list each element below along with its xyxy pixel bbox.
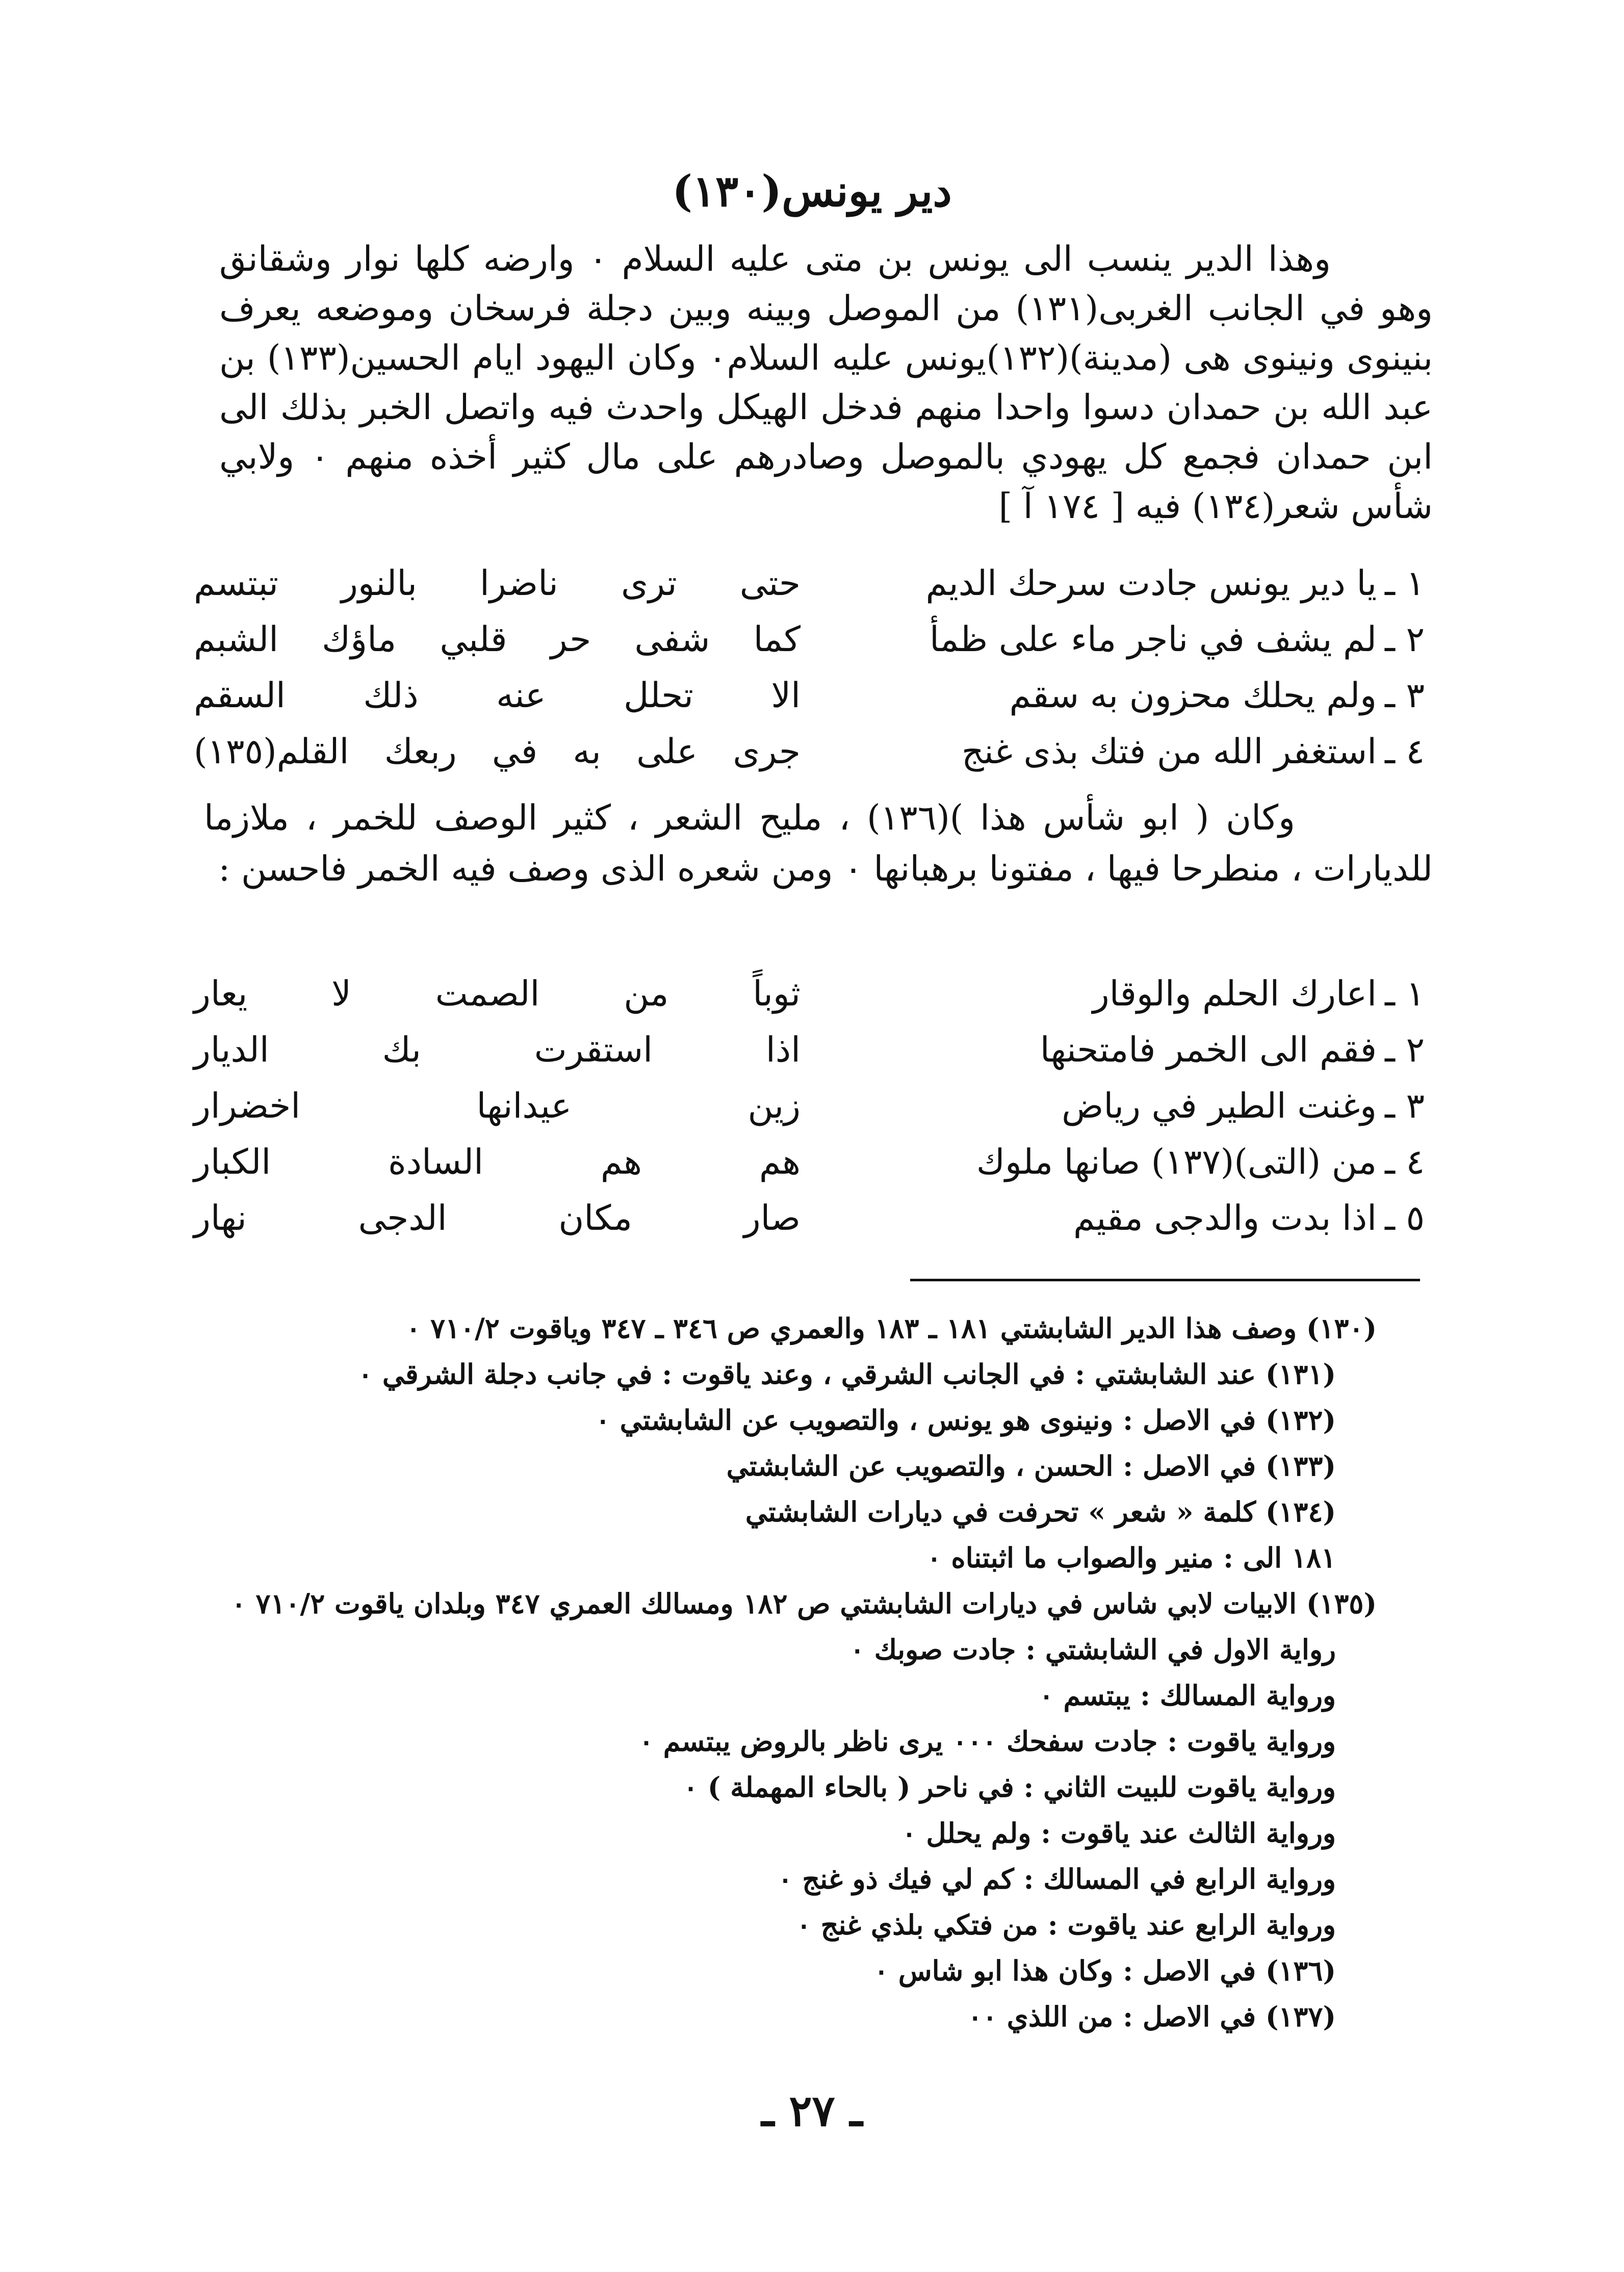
intro-text: وهذا الدير ينسب الى يونس بن متى عليه السلام ٠ وارضه كلها نوار وشقانق وهو في الجانب الغربى(١٣١) من الموصل وبينه وبين دجلة فرسخان وموضعه يعرف بنينوى ونينوى هى (مدينة)(١٣٢)يونس عليه السلام٠ وكان اليهود ايام الحسين(١٣٣) بن عبد الله بن حمدان دسوا واحدا منهم فدخل الهيكل واحدث فيه واتصل الخبر بذلك الى ابن حمدان فجمع كل يهودي بالموصل وصادرهم على مال كثير أخذه منهم ٠ ولابي شأس شعر(١٣٤) فيه [ ١٧٤ آ ] bbox=[219, 239, 1433, 527]
footnote: ورواية ياقوت للبيت الثاني : في ناحر ( بالحاء المهملة ) ٠ bbox=[683, 1771, 1336, 1803]
second-paragraph bbox=[204, 793, 1433, 895]
verse-first-hemistich: لم يشف في ناجر ماء على ظمأ bbox=[929, 619, 1377, 660]
footnote: ورواية المسالك : يبتسم ٠ bbox=[1039, 1679, 1336, 1712]
poem-2-verse bbox=[194, 1191, 1433, 1247]
verse-second-hemistich: حتى ترى ناضرا بالنور تبتسم bbox=[194, 563, 801, 604]
verse-first-hemistich: ولم يحلك محزون به سقم bbox=[1009, 676, 1377, 716]
footnotes bbox=[189, 1305, 1377, 2039]
footnote: (١٣٠) وصف هذا الدير الشابشتي ١٨١ ـ ١٨٣ والعمري ص ٣٤٦ ـ ٣٤٧ وياقوت ٧١٠/٢ ٠ bbox=[406, 1312, 1377, 1345]
verse-second-hemistich: الا تحلل عنه ذلك السقم bbox=[194, 676, 801, 716]
verse-number: ٢ ـ bbox=[1384, 619, 1425, 660]
footnote: ورواية الثالث عند ياقوت : ولم يحلل ٠ bbox=[901, 1817, 1336, 1849]
verse-first-hemistich: يا دير يونس جادت سرحك الديم bbox=[925, 563, 1377, 604]
verse-number: ٢ ـ bbox=[1384, 1030, 1425, 1070]
verse-second-hemistich: ثوباً من الصمت لا يعار bbox=[194, 974, 801, 1014]
footnote: ورواية ياقوت : جادت سفحك ٠٠٠ يرى ناظر بالروض يبتسم ٠ bbox=[638, 1725, 1336, 1758]
poem-1-verse bbox=[194, 668, 1433, 724]
verse-second-hemistich: كما شفى حر قلبي ماؤك الشبم bbox=[194, 619, 801, 660]
verse-first-hemistich: من (التى)(١٣٧) صانها ملوك bbox=[976, 1142, 1377, 1182]
intro-paragraph bbox=[219, 235, 1433, 531]
verse-first-hemistich: وغنت الطير في رياض bbox=[1062, 1086, 1377, 1126]
footnote: (١٣٢) في الاصل : ونينوى هو يونس ، والتصويب عن الشابشتي ٠ bbox=[595, 1404, 1336, 1436]
poem-2-verse bbox=[194, 1022, 1433, 1078]
poem-2-verse bbox=[194, 1134, 1433, 1191]
poem-2-verse bbox=[194, 966, 1433, 1022]
page-number: ـ ٢٧ ـ bbox=[761, 2085, 863, 2136]
footnote: (١٣٥) الابيات لابي شاس في ديارات الشابشتي ص ١٨٢ ومسالك العمري ٣٤٧ وبلدان ياقوت ٧١٠/٢ ٠ bbox=[231, 1587, 1377, 1620]
footnote-divider bbox=[910, 1279, 1420, 1281]
footnote: ١٨١ الى : منير والصواب ما اثبتناه ٠ bbox=[926, 1541, 1336, 1574]
verse-number: ٤ ـ bbox=[1384, 1142, 1425, 1182]
verse-first-hemistich: اعارك الحلم والوقار bbox=[1092, 974, 1377, 1014]
verse-second-hemistich: صار مكان الدجى نهار bbox=[194, 1198, 801, 1238]
verse-second-hemistich: اذا استقرت بك الديار bbox=[194, 1030, 801, 1070]
verse-first-hemistich: فقم الى الخمر فامتحنها bbox=[1040, 1030, 1377, 1070]
footnote: (١٣٤) كلمة « شعر » تحرفت في ديارات الشابشتي bbox=[745, 1495, 1336, 1528]
verse-number: ١ ـ bbox=[1384, 563, 1425, 604]
poem-1-verse bbox=[194, 612, 1433, 668]
footnote: (١٣٧) في الاصل : من اللذي ٠٠ bbox=[967, 2000, 1336, 2033]
second-paragraph-text: وكان ( ابو شأس هذا )(١٣٦) ، مليح الشعر ، كثير الوصف للخمر ، ملازما للديارات ، منطرحا فيها ، مفتونا برهبانها ٠ ومن شعره الذى وصف فيه الخمر فاحسن : bbox=[204, 798, 1433, 889]
poem-2 bbox=[194, 966, 1433, 1247]
verse-number: ٤ ـ bbox=[1384, 732, 1425, 772]
poem-1-verse bbox=[194, 556, 1433, 612]
poem-2-verse bbox=[194, 1078, 1433, 1134]
verse-number: ٣ ـ bbox=[1384, 676, 1425, 716]
footnote: (١٣٦) في الاصل : وكان هذا ابو شاس ٠ bbox=[873, 1954, 1336, 1987]
footnote: (١٣١) عند الشابشتي : في الجانب الشرقي ، وعند ياقوت : في جانب دجلة الشرقي ٠ bbox=[358, 1358, 1336, 1390]
verse-number: ٣ ـ bbox=[1384, 1086, 1425, 1126]
poem-1 bbox=[194, 556, 1433, 780]
verse-number: ١ ـ bbox=[1384, 974, 1425, 1014]
verse-second-hemistich: زين عيدانها اخضرار bbox=[194, 1086, 801, 1126]
poem-1-verse bbox=[194, 724, 1433, 780]
verse-second-hemistich: جرى على به في ربعك القلم(١٣٥) bbox=[194, 732, 801, 772]
verse-number: ٥ ـ bbox=[1384, 1198, 1425, 1238]
verse-first-hemistich: اذا بدت والدجى مقيم bbox=[1073, 1198, 1377, 1238]
footnote: رواية الاول في الشابشتي : جادت صوبك ٠ bbox=[849, 1633, 1336, 1666]
footnote: ورواية الرابع عند ياقوت : من فتكي بلذي غنج ٠ bbox=[796, 1908, 1336, 1941]
footnote: (١٣٣) في الاصل : الحسن ، والتصويب عن الشابشتي bbox=[726, 1450, 1336, 1482]
verse-second-hemistich: هم هم السادة الكبار bbox=[194, 1142, 801, 1182]
verse-first-hemistich: استغفر الله من فتك بذى غنج bbox=[961, 732, 1377, 772]
page-title: دير يونس(١٣٠) bbox=[672, 166, 952, 216]
footnote: ورواية الرابع في المسالك : كم لي فيك ذو غنج ٠ bbox=[778, 1863, 1336, 1895]
